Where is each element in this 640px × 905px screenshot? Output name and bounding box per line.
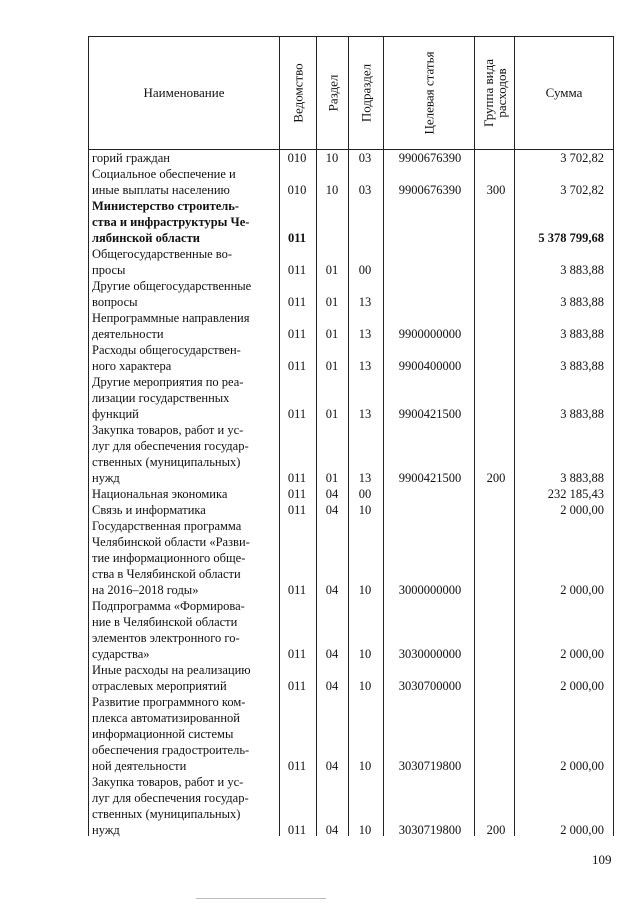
row-name-line: функций bbox=[92, 407, 139, 421]
row-summa: 3 883,88 bbox=[560, 327, 604, 341]
row-razdel: 04 bbox=[325, 823, 339, 837]
header-podrazdel-cell bbox=[349, 37, 383, 149]
table-row bbox=[88, 486, 614, 502]
row-name bbox=[92, 374, 277, 422]
header-vedomstvo-cell bbox=[280, 37, 316, 149]
row-name-line: лизации государственных bbox=[92, 391, 230, 405]
row-name-line: вопросы bbox=[92, 295, 138, 309]
table-row bbox=[88, 246, 614, 278]
row-celevaya: 3000000000 bbox=[398, 583, 462, 597]
row-gruppa: 200 bbox=[486, 823, 506, 837]
row-podrazdel: 10 bbox=[358, 823, 372, 837]
row-vedomstvo: 011 bbox=[287, 263, 307, 277]
table-row bbox=[88, 662, 614, 694]
row-podrazdel: 10 bbox=[358, 503, 372, 517]
row-name bbox=[92, 486, 277, 502]
table-row bbox=[88, 374, 614, 422]
row-podrazdel: 10 bbox=[358, 679, 372, 693]
row-razdel: 01 bbox=[325, 327, 339, 341]
row-name bbox=[92, 150, 277, 166]
table-row bbox=[88, 502, 614, 518]
row-vedomstvo: 011 bbox=[287, 327, 307, 341]
row-name bbox=[92, 310, 277, 342]
row-name-line: ной деятельности bbox=[92, 759, 187, 773]
row-name-line: луг для обеспечения государ- bbox=[92, 439, 249, 453]
row-name-line: нужд bbox=[92, 823, 120, 837]
row-razdel: 10 bbox=[325, 183, 339, 197]
row-name-line: ства и инфраструктуры Че- bbox=[92, 215, 250, 229]
row-razdel: 01 bbox=[325, 263, 339, 277]
row-summa: 3 883,88 bbox=[560, 263, 604, 277]
row-razdel: 04 bbox=[325, 487, 339, 501]
row-name-line: ственных (муниципальных) bbox=[92, 807, 241, 821]
row-podrazdel: 00 bbox=[358, 263, 372, 277]
row-name-line: лябинской области bbox=[92, 231, 200, 245]
header-gruppa-cell bbox=[475, 37, 514, 149]
header-gruppa bbox=[482, 59, 508, 127]
row-podrazdel: 10 bbox=[358, 759, 372, 773]
row-summa: 3 883,88 bbox=[560, 359, 604, 373]
row-celevaya: 9900421500 bbox=[398, 407, 462, 421]
table-row bbox=[88, 694, 614, 774]
row-name-line: ного характера bbox=[92, 359, 172, 373]
header-gruppa-line1: Группа вида bbox=[480, 59, 496, 127]
table-row bbox=[88, 598, 614, 662]
row-name bbox=[92, 166, 277, 198]
row-celevaya: 3030719800 bbox=[398, 823, 462, 837]
row-vedomstvo: 011 bbox=[287, 583, 307, 597]
header-razdel-cell bbox=[317, 37, 348, 149]
row-razdel: 04 bbox=[325, 503, 339, 517]
header-summa-cell bbox=[515, 37, 613, 149]
row-name bbox=[92, 246, 277, 278]
row-name-line: тие информационного обще- bbox=[92, 551, 246, 565]
row-name bbox=[92, 598, 277, 662]
row-name-line: Национальная экономика bbox=[92, 487, 228, 501]
row-vedomstvo: 010 bbox=[287, 151, 307, 165]
row-name-line: Другие общегосударственные bbox=[92, 279, 252, 293]
table-row bbox=[88, 342, 614, 374]
scan-artifact-line bbox=[196, 898, 326, 899]
row-podrazdel: 13 bbox=[358, 359, 372, 373]
row-vedomstvo: 011 bbox=[287, 231, 307, 245]
row-name-line: информационной системы bbox=[92, 727, 234, 741]
row-summa: 2 000,00 bbox=[560, 583, 604, 597]
row-name-line: отраслевых мероприятий bbox=[92, 679, 227, 693]
row-name bbox=[92, 278, 277, 310]
row-name-line: Челябинской области «Разви- bbox=[92, 535, 250, 549]
row-celevaya: 9900676390 bbox=[398, 151, 462, 165]
header-summa: Сумма bbox=[545, 85, 583, 100]
row-name bbox=[92, 662, 277, 694]
row-razdel: 04 bbox=[325, 679, 339, 693]
row-celevaya: 3030719800 bbox=[398, 759, 462, 773]
row-summa: 2 000,00 bbox=[560, 647, 604, 661]
row-podrazdel: 13 bbox=[358, 471, 372, 485]
row-name-line: Закупка товаров, работ и ус- bbox=[92, 775, 244, 789]
row-razdel: 04 bbox=[325, 583, 339, 597]
row-vedomstvo: 011 bbox=[287, 487, 307, 501]
row-name-line: плекса автоматизированной bbox=[92, 711, 240, 725]
row-celevaya: 3030000000 bbox=[398, 647, 462, 661]
row-vedomstvo: 011 bbox=[287, 823, 307, 837]
row-summa: 2 000,00 bbox=[560, 503, 604, 517]
row-razdel: 01 bbox=[325, 359, 339, 373]
row-name-line: луг для обеспечения государ- bbox=[92, 791, 249, 805]
row-name-line: Министерство строитель- bbox=[92, 199, 240, 213]
row-podrazdel: 10 bbox=[358, 583, 372, 597]
row-vedomstvo: 011 bbox=[287, 471, 307, 485]
row-name-line: элементов электронного го- bbox=[92, 631, 240, 645]
table-row bbox=[88, 310, 614, 342]
row-name-line: горий граждан bbox=[92, 151, 170, 165]
row-summa: 3 883,88 bbox=[560, 407, 604, 421]
row-summa: 2 000,00 bbox=[560, 823, 604, 837]
row-vedomstvo: 011 bbox=[287, 759, 307, 773]
row-podrazdel: 10 bbox=[358, 647, 372, 661]
row-name-line: Связь и информатика bbox=[92, 503, 206, 517]
row-vedomstvo: 011 bbox=[287, 295, 307, 309]
row-podrazdel: 03 bbox=[358, 151, 372, 165]
row-name-line: Развитие программного ком- bbox=[92, 695, 246, 709]
row-vedomstvo: 011 bbox=[287, 359, 307, 373]
header-name-cell bbox=[89, 37, 279, 149]
row-podrazdel: 13 bbox=[358, 407, 372, 421]
row-summa: 2 000,00 bbox=[560, 679, 604, 693]
row-summa: 2 000,00 bbox=[560, 759, 604, 773]
row-podrazdel: 03 bbox=[358, 183, 372, 197]
row-name-line: сударства» bbox=[92, 647, 150, 661]
row-razdel: 04 bbox=[325, 759, 339, 773]
table-row bbox=[88, 150, 614, 166]
row-celevaya: 9900000000 bbox=[398, 327, 462, 341]
row-name-line: Закупка товаров, работ и ус- bbox=[92, 423, 244, 437]
row-summa: 3 883,88 bbox=[560, 471, 604, 485]
table-row bbox=[88, 518, 614, 598]
row-name bbox=[92, 694, 277, 774]
row-name-line: ние в Челябинской области bbox=[92, 615, 238, 629]
row-summa: 3 883,88 bbox=[560, 295, 604, 309]
table-row bbox=[88, 774, 614, 838]
page-number: 109 bbox=[592, 852, 612, 867]
row-podrazdel: 13 bbox=[358, 295, 372, 309]
row-name-line: на 2016–2018 годы» bbox=[92, 583, 199, 597]
row-name bbox=[92, 198, 277, 246]
header-podrazdel: Подраздел bbox=[358, 63, 374, 123]
header-name: Наименование bbox=[143, 85, 225, 100]
row-summa: 232 185,43 bbox=[547, 487, 604, 501]
row-name bbox=[92, 422, 277, 486]
row-razdel: 01 bbox=[325, 407, 339, 421]
row-gruppa: 200 bbox=[486, 471, 506, 485]
table-row bbox=[88, 198, 614, 246]
table-row bbox=[88, 166, 614, 198]
row-name-line: Государственная программа bbox=[92, 519, 242, 533]
row-celevaya: 3030700000 bbox=[398, 679, 462, 693]
header-vedomstvo: Ведомство bbox=[290, 63, 306, 123]
row-name-line: деятельности bbox=[92, 327, 164, 341]
row-summa: 3 702,82 bbox=[560, 183, 604, 197]
row-summa: 5 378 799,68 bbox=[538, 231, 604, 245]
row-name-line: ственных (муниципальных) bbox=[92, 455, 241, 469]
header-celevaya-cell bbox=[384, 37, 474, 149]
row-podrazdel: 00 bbox=[358, 487, 372, 501]
row-name-line: Непрограммные направления bbox=[92, 311, 250, 325]
row-name-line: Подпрограмма «Формирова- bbox=[92, 599, 245, 613]
row-name bbox=[92, 502, 277, 518]
table-row bbox=[88, 278, 614, 310]
budget-table bbox=[88, 36, 614, 836]
row-name-line: нужд bbox=[92, 471, 120, 485]
row-name-line: просы bbox=[92, 263, 126, 277]
row-razdel: 10 bbox=[325, 151, 339, 165]
row-name-line: Иные расходы на реализацию bbox=[92, 663, 251, 677]
row-celevaya: 9900421500 bbox=[398, 471, 462, 485]
row-name-line: иные выплаты населению bbox=[92, 183, 230, 197]
row-razdel: 01 bbox=[325, 471, 339, 485]
row-razdel: 01 bbox=[325, 295, 339, 309]
row-name-line: Другие мероприятия по реа- bbox=[92, 375, 244, 389]
header-gruppa-line2: расходов bbox=[493, 68, 509, 118]
table-row bbox=[88, 422, 614, 486]
row-name bbox=[92, 342, 277, 374]
row-vedomstvo: 011 bbox=[287, 503, 307, 517]
header-celevaya: Целевая статья bbox=[421, 51, 437, 135]
row-summa: 3 702,82 bbox=[560, 151, 604, 165]
row-razdel: 04 bbox=[325, 647, 339, 661]
row-name-line: Социальное обеспечение и bbox=[92, 167, 236, 181]
header-razdel: Раздел bbox=[325, 74, 340, 112]
row-gruppa: 300 bbox=[486, 183, 506, 197]
row-name-line: Общегосударственные во- bbox=[92, 247, 233, 261]
row-vedomstvo: 011 bbox=[287, 679, 307, 693]
row-name bbox=[92, 518, 277, 598]
row-podrazdel: 13 bbox=[358, 327, 372, 341]
row-vedomstvo: 011 bbox=[287, 647, 307, 661]
row-name-line: ства в Челябинской области bbox=[92, 567, 241, 581]
row-celevaya: 9900400000 bbox=[398, 359, 462, 373]
row-vedomstvo: 011 bbox=[287, 407, 307, 421]
row-name bbox=[92, 774, 277, 838]
row-name-line: Расходы общегосударствен- bbox=[92, 343, 241, 357]
row-name-line: обеспечения градостроитель- bbox=[92, 743, 250, 757]
row-celevaya: 9900676390 bbox=[398, 183, 462, 197]
row-vedomstvo: 010 bbox=[287, 183, 307, 197]
